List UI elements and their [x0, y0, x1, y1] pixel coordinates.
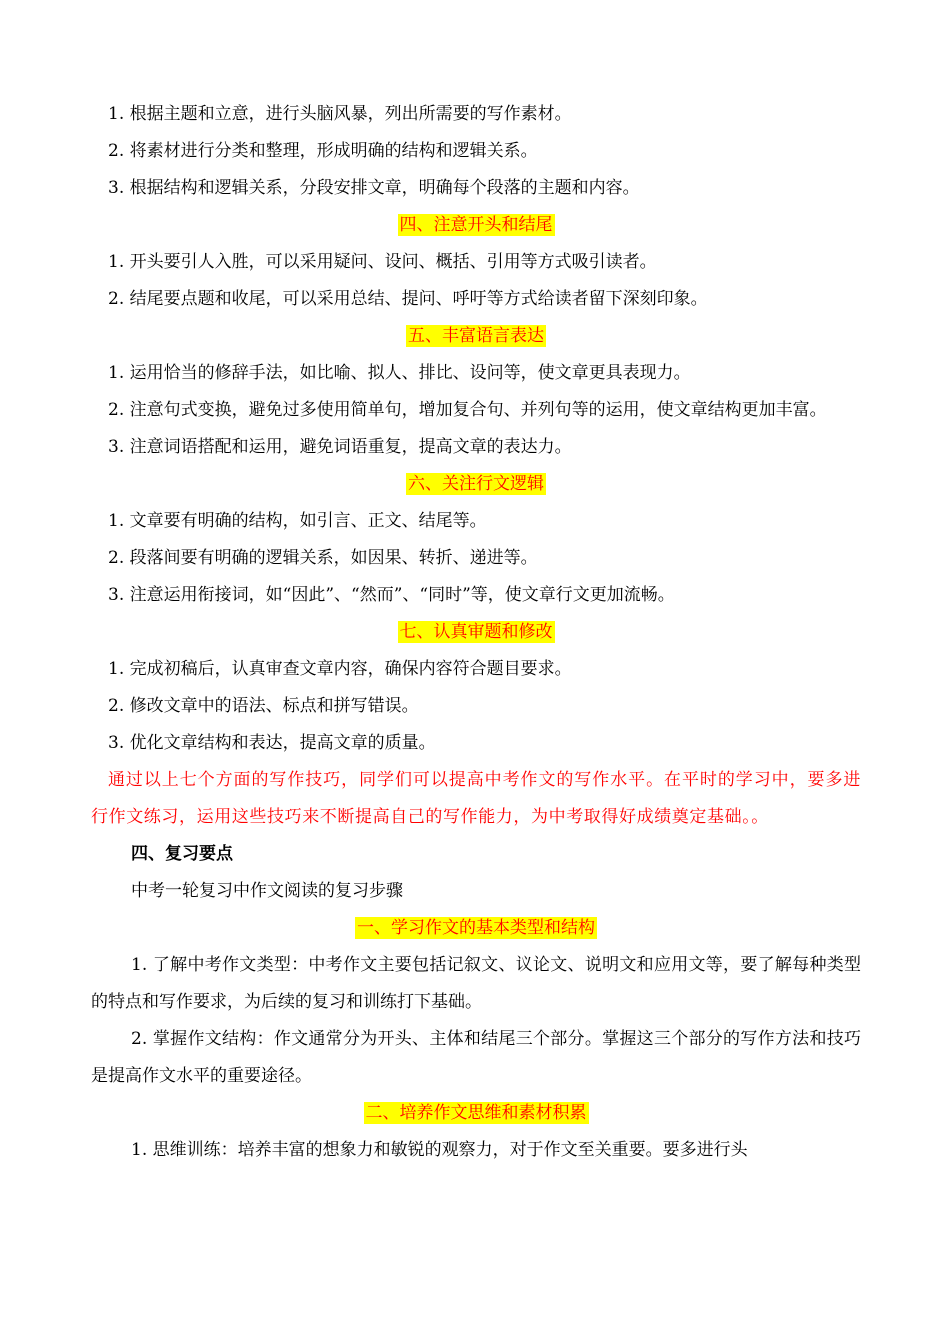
section-heading-4: 四、注意开头和结尾: [399, 215, 553, 235]
review-heading-2: 二、培养作文思维和素材积累: [365, 1103, 587, 1123]
s5-line-3: 3. 注意词语搭配和运用，避免词语重复，提高文章的表达力。: [108, 437, 572, 457]
review-part2-para-1: 1. 思维训练：培养丰富的想象力和敏锐的观察力，对于作文至关重要。要多进行头: [131, 1140, 748, 1160]
s4-line-1: 1. 开头要引人入胜，可以采用疑问、设问、概括、引用等方式吸引读者。: [108, 252, 657, 272]
section-heading-5: 五、丰富语言表达: [408, 326, 544, 346]
s6-line-1: 1. 文章要有明确的结构，如引言、正文、结尾等。: [108, 511, 487, 531]
s5-line-1: 1. 运用恰当的修辞手法，如比喻、拟人、排比、设问等，使文章更具表现力。: [108, 363, 691, 383]
review-title: 四、复习要点: [131, 844, 233, 864]
section-heading-7: 七、认真审题和修改: [399, 622, 553, 642]
s6-line-3: 3. 注意运用衔接词，如“因此”、“然而”、“同时”等，使文章行文更加流畅。: [108, 585, 675, 605]
s3-line-3: 3. 根据结构和逻辑关系，分段安排文章，明确每个段落的主题和内容。: [108, 178, 640, 198]
summary-paragraph: 通过以上七个方面的写作技巧，同学们可以提高中考作文的写作水平。在平时的学习中，要多进行作文练习，运用这些技巧来不断提高自己的写作能力，为中考取得好成绩奠定基础。。: [91, 770, 861, 827]
review-heading-1: 一、学习作文的基本类型和结构: [357, 918, 595, 938]
s7-line-3: 3. 优化文章结构和表达，提高文章的质量。: [108, 733, 436, 753]
s3-line-1: 1. 根据主题和立意，进行头脑风暴，列出所需要的写作素材。: [108, 104, 572, 124]
review-part1-para-1: 1. 了解中考作文类型：中考作文主要包括记叙文、议论文、说明文和应用文等，要了解每种类型的特点和写作要求，为后续的复习和训练打下基础。: [91, 955, 861, 1012]
s3-line-2: 2. 将素材进行分类和整理，形成明确的结构和逻辑关系。: [108, 141, 538, 161]
review-part1-para-2: 2. 掌握作文结构：作文通常分为开头、主体和结尾三个部分。掌握这三个部分的写作方法和技巧是提高作文水平的重要途径。: [91, 1029, 861, 1086]
document-page: [91, 96, 861, 1169]
s4-line-2: 2. 结尾要点题和收尾，可以采用总结、提问、呼吁等方式给读者留下深刻印象。: [108, 289, 708, 309]
section-heading-6: 六、关注行文逻辑: [408, 474, 544, 494]
review-subtitle: 中考一轮复习中作文阅读的复习步骤: [131, 881, 403, 901]
s5-line-2: 2. 注意句式变换，避免过多使用简单句，增加复合句、并列句等的运用，使文章结构更加丰富。: [108, 400, 827, 420]
s7-line-1: 1. 完成初稿后，认真审查文章内容，确保内容符合题目要求。: [108, 659, 572, 679]
s6-line-2: 2. 段落间要有明确的逻辑关系，如因果、转折、递进等。: [108, 548, 538, 568]
s7-line-2: 2. 修改文章中的语法、标点和拼写错误。: [108, 696, 419, 716]
